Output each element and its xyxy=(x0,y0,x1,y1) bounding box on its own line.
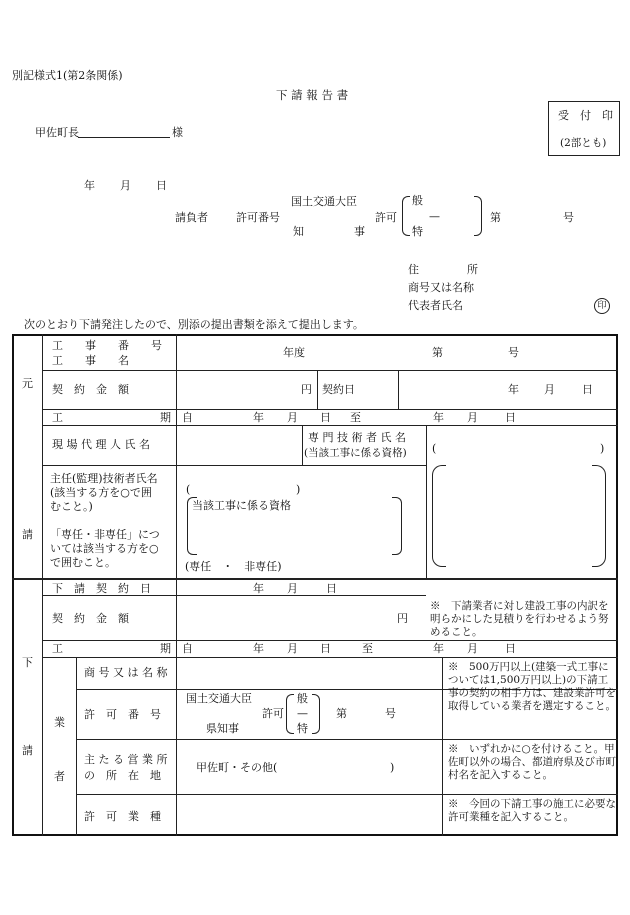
col-line xyxy=(317,370,318,409)
row-line xyxy=(42,370,618,371)
contractor-type-general: 般 xyxy=(412,194,423,207)
license-label: 許 可 業 種 xyxy=(84,810,161,823)
moto-period-label-a: 工 xyxy=(52,411,63,424)
chief-paren-close: ) xyxy=(296,483,301,496)
vendor-type-bracket-right xyxy=(312,694,320,734)
seal-mark: 印 xyxy=(594,298,610,314)
contractor-role: 請負者 xyxy=(175,211,208,224)
shita-amount-label: 契 約 金 額 xyxy=(52,612,129,625)
col-line xyxy=(398,370,399,409)
shita-period-label-a: 工 xyxy=(52,642,63,655)
expert-label-1: 専 門 技 術 者 氏 名 xyxy=(308,431,406,444)
contractor-governor-a: 知 xyxy=(293,225,304,238)
qual-bracket-right xyxy=(392,497,402,555)
chief-line-6: で囲むこと。 xyxy=(50,556,116,569)
vendor-side-b: 者 xyxy=(54,770,65,783)
row-line xyxy=(76,794,618,795)
shita-contract-year: 年 xyxy=(253,582,264,595)
office-paren-close: ) xyxy=(390,761,395,774)
vendor-type-special: 特 xyxy=(297,722,308,735)
shita-yen: 円 xyxy=(397,612,408,625)
addressee-blank[interactable] xyxy=(78,137,170,138)
shita-period-to: 至 xyxy=(362,642,373,655)
moto-period-month1: 月 xyxy=(287,411,298,424)
addressee-suffix: 様 xyxy=(172,126,183,139)
trade-note: ※ 500万円以上(建築一式工事については1,500万円以上)の下請工事の契約の相手方は、建設業許可を取得している業者を選定すること。 xyxy=(448,661,616,712)
date-month: 月 xyxy=(120,179,131,192)
row-line xyxy=(42,657,618,658)
moto-period-to: 至 xyxy=(350,411,361,424)
work-number-label: 工 事 番 号 xyxy=(52,339,162,352)
form-number: 別記様式1(第2条関係) xyxy=(12,69,123,82)
dedicated-options: (専任 ・ 非専任) xyxy=(185,560,282,573)
qual-label: 当該工事に係る資格 xyxy=(192,499,291,512)
row-line xyxy=(42,465,426,466)
shita-contract-date-label: 下 請 契 約 日 xyxy=(52,582,151,595)
moto-contract-day: 日 xyxy=(582,383,593,396)
addressee-prefix: 甲佐町長 xyxy=(35,126,79,139)
vendor-type-general: 般 xyxy=(297,692,308,705)
moto-amount-label: 契 約 金 額 xyxy=(52,383,129,396)
shita-period-label-b: 期 xyxy=(160,642,171,655)
row-line xyxy=(42,640,618,641)
vendor-side-a: 業 xyxy=(54,716,65,729)
chief-line-3: むこと。) xyxy=(50,500,93,513)
row-line xyxy=(76,739,618,740)
contractor-type-dash: — xyxy=(429,210,440,223)
document-title: 下 請 報 告 書 xyxy=(276,88,349,102)
expert-paren-open: ( xyxy=(432,442,437,455)
office-label-2: の 所 在 地 xyxy=(84,769,161,782)
shita-period-month1: 月 xyxy=(287,642,298,655)
col-line xyxy=(76,657,77,836)
vendor-permit-label: 許 可 番 号 xyxy=(84,708,161,721)
contractor-permit-label: 許可番号 xyxy=(236,211,280,224)
moto-contract-year: 年 xyxy=(508,383,519,396)
office-note: ※ いずれかに○を付けること。甲佐町以外の場合、都道府県及び市町村名を記入すること。 xyxy=(448,743,616,781)
vendor-trade-name-label: 商 号 又 は 名 称 xyxy=(84,666,168,679)
col-line xyxy=(442,657,443,836)
moto-period-month2: 月 xyxy=(467,411,478,424)
shita-side-b: 請 xyxy=(22,744,33,757)
vendor-minister: 国土交通大臣 xyxy=(186,692,252,705)
vendor-no-suffix: 号 xyxy=(385,707,396,720)
col-line xyxy=(302,425,303,465)
contractor-no-prefix: 第 xyxy=(490,211,501,224)
contractor-address-b: 所 xyxy=(467,263,478,276)
expert-label-2: (当該工事に係る資格) xyxy=(304,447,407,459)
shita-period-day2: 日 xyxy=(505,642,516,655)
moto-period-from: 自 xyxy=(182,411,193,424)
shita-period-month2: 月 xyxy=(467,642,478,655)
chief-label xyxy=(50,472,178,570)
moto-side-b: 請 xyxy=(22,528,33,541)
work-go: 号 xyxy=(508,346,519,359)
moto-period-year2: 年 xyxy=(433,411,444,424)
contractor-type-special: 特 xyxy=(412,225,423,238)
site-agent-label: 現 場 代 理 人 氏 名 xyxy=(52,438,150,451)
contractor-permit-word: 許可 xyxy=(375,211,397,224)
vendor-type-dash: — xyxy=(297,707,308,720)
contractor-governor-b: 事 xyxy=(354,225,365,238)
shita-contract-month: 月 xyxy=(287,582,298,595)
moto-period-year1: 年 xyxy=(253,411,264,424)
expert-bracket-right xyxy=(592,465,606,567)
chief-paren-open: ( xyxy=(186,483,191,496)
shita-side-a: 下 xyxy=(22,656,33,669)
chief-line-2: (該当する方を○で囲 xyxy=(50,486,152,499)
contractor-minister: 国土交通大臣 xyxy=(291,195,357,208)
work-name-label: 工 事 名 xyxy=(52,354,129,367)
moto-period-day1: 日 xyxy=(320,411,331,424)
chief-line-4: 「専任・非専任」につ xyxy=(50,528,160,541)
moto-contract-month: 月 xyxy=(544,383,555,396)
work-dai: 第 xyxy=(432,346,443,359)
shita-period-day1: 日 xyxy=(320,642,331,655)
row-line xyxy=(42,409,618,410)
col-line xyxy=(176,578,177,640)
chief-line-5: いては該当する方を○ xyxy=(50,542,159,555)
expert-paren-close: ) xyxy=(600,442,605,455)
receipt-stamp-label: 受 付 印 xyxy=(558,109,613,122)
moto-contract-date-label: 契約日 xyxy=(322,383,355,396)
col-line xyxy=(176,657,177,836)
moto-period-day2: 日 xyxy=(505,411,516,424)
office-value: 甲佐町・その他( xyxy=(196,761,278,774)
row-line xyxy=(42,595,426,596)
section-divider xyxy=(12,578,618,580)
amount-note: ※ 下請業者に対し建設工事の内訳を明らかにした見積りを行わせるよう努めること。 xyxy=(430,600,609,638)
vendor-type-bracket-left xyxy=(286,694,294,734)
vendor-permit-word: 許可 xyxy=(262,707,284,720)
fiscal-year-label: 年度 xyxy=(283,346,305,359)
contractor-address-a: 住 xyxy=(408,263,419,276)
license-note: ※ 今回の下請工事の施工に必要な許可業種を記入すること。 xyxy=(448,798,616,823)
shita-period-year1: 年 xyxy=(253,642,264,655)
expert-bracket-left xyxy=(432,465,446,567)
moto-yen: 円 xyxy=(301,383,312,396)
contractor-trade-name: 商号又は名称 xyxy=(408,281,474,294)
receipt-stamp-note: (2部とも) xyxy=(560,137,607,149)
moto-side-a: 元 xyxy=(22,377,33,390)
shita-contract-day: 日 xyxy=(326,582,337,595)
date-year: 年 xyxy=(84,179,95,192)
chief-line-1: 主任(監理)技術者氏名 xyxy=(50,472,158,485)
shita-period-from: 自 xyxy=(182,642,193,655)
contractor-rep-name: 代表者氏名 xyxy=(408,299,463,312)
intro-text: 次のとおり下請発注したので、別添の提出書類を添えて提出します。 xyxy=(24,318,364,331)
receipt-stamp-box xyxy=(548,101,620,156)
permit-type-bracket-right xyxy=(474,196,482,236)
contractor-no-suffix: 号 xyxy=(563,211,574,224)
vendor-no-prefix: 第 xyxy=(336,707,347,720)
permit-type-bracket-left xyxy=(402,196,410,236)
date-day: 日 xyxy=(156,179,167,192)
row-line xyxy=(42,425,618,426)
office-label-1: 主 た る 営 業 所 xyxy=(84,753,168,766)
vendor-governor: 県知事 xyxy=(206,722,239,735)
col-line xyxy=(426,425,427,578)
col-line xyxy=(176,640,177,657)
shita-period-year2: 年 xyxy=(433,642,444,655)
moto-period-label-b: 期 xyxy=(160,411,171,424)
